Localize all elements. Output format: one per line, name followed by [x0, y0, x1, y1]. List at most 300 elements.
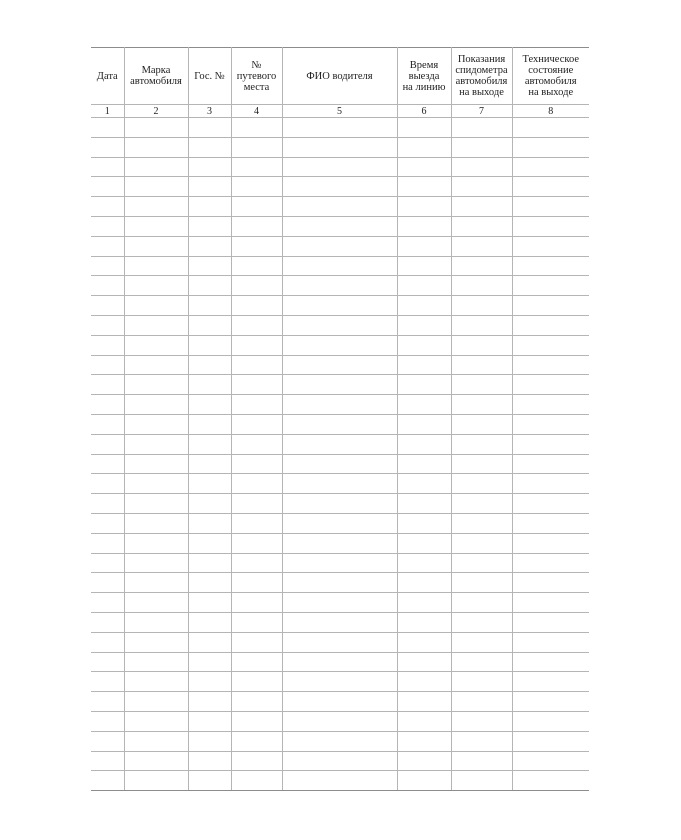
table-cell — [512, 236, 589, 256]
table-cell — [188, 593, 231, 613]
table-cell — [451, 513, 512, 533]
table-cell — [282, 454, 397, 474]
table-cell — [282, 771, 397, 791]
table-cell — [188, 632, 231, 652]
table-cell — [91, 236, 124, 256]
table-row — [91, 395, 589, 415]
table-cell — [124, 652, 188, 672]
header-odometer: Показания спидометра автомобиля на выходе — [451, 48, 512, 105]
table-cell — [91, 157, 124, 177]
table-cell — [188, 335, 231, 355]
table-cell — [188, 177, 231, 197]
table-cell — [124, 494, 188, 514]
table-cell — [512, 454, 589, 474]
table-cell — [451, 692, 512, 712]
table-cell — [512, 276, 589, 296]
table-cell — [282, 216, 397, 236]
table-cell — [188, 692, 231, 712]
table-cell — [91, 137, 124, 157]
table-cell — [451, 256, 512, 276]
table-cell — [124, 157, 188, 177]
table-cell — [512, 731, 589, 751]
table-cell — [188, 731, 231, 751]
table-cell — [282, 276, 397, 296]
table-cell — [231, 256, 282, 276]
table-cell — [397, 276, 451, 296]
table-cell — [451, 157, 512, 177]
column-number: 5 — [282, 105, 397, 118]
table-cell — [91, 395, 124, 415]
table-body — [91, 118, 589, 791]
table-cell — [91, 315, 124, 335]
table-cell — [451, 177, 512, 197]
table-cell — [512, 553, 589, 573]
table-cell — [512, 157, 589, 177]
table-cell — [451, 573, 512, 593]
table-cell — [124, 513, 188, 533]
table-row — [91, 771, 589, 791]
table-cell — [124, 711, 188, 731]
table-row — [91, 118, 589, 138]
table-row — [91, 375, 589, 395]
table-cell — [282, 632, 397, 652]
table-cell — [512, 395, 589, 415]
table-cell — [512, 771, 589, 791]
table-cell — [231, 593, 282, 613]
table-cell — [282, 118, 397, 138]
table-cell — [124, 118, 188, 138]
table-cell — [124, 474, 188, 494]
table-cell — [397, 553, 451, 573]
table-row — [91, 177, 589, 197]
table-cell — [91, 494, 124, 514]
table-cell — [397, 296, 451, 316]
table-cell — [188, 711, 231, 731]
table-row — [91, 513, 589, 533]
table-cell — [91, 434, 124, 454]
table-cell — [188, 474, 231, 494]
table-cell — [188, 197, 231, 217]
table-cell — [397, 612, 451, 632]
table-cell — [397, 672, 451, 692]
table-cell — [124, 692, 188, 712]
table-cell — [512, 494, 589, 514]
table-cell — [91, 573, 124, 593]
table-cell — [124, 553, 188, 573]
table-cell — [282, 197, 397, 217]
column-number-row — [91, 105, 589, 118]
table-cell — [282, 692, 397, 712]
table-cell — [124, 434, 188, 454]
table-cell — [188, 157, 231, 177]
table-cell — [451, 731, 512, 751]
table-cell — [231, 513, 282, 533]
table-cell — [397, 395, 451, 415]
vehicle-departure-log-table — [91, 47, 589, 791]
table-cell — [451, 197, 512, 217]
table-cell — [397, 414, 451, 434]
table-cell — [451, 296, 512, 316]
table-cell — [188, 375, 231, 395]
table-cell — [231, 157, 282, 177]
table-cell — [397, 751, 451, 771]
table-cell — [397, 454, 451, 474]
table-cell — [282, 434, 397, 454]
table-cell — [188, 672, 231, 692]
table-cell — [91, 355, 124, 375]
table-cell — [91, 177, 124, 197]
header-departure-time: Время выезда на линию — [397, 48, 451, 105]
table-cell — [188, 216, 231, 236]
table-cell — [124, 731, 188, 751]
table-cell — [282, 256, 397, 276]
table-row — [91, 553, 589, 573]
table-cell — [91, 533, 124, 553]
table-row — [91, 692, 589, 712]
table-cell — [188, 494, 231, 514]
table-row — [91, 573, 589, 593]
table-cell — [231, 414, 282, 434]
table-cell — [282, 612, 397, 632]
table-header-row — [91, 48, 589, 105]
table-cell — [282, 513, 397, 533]
column-number: 2 — [124, 105, 188, 118]
table-cell — [451, 414, 512, 434]
table-cell — [512, 652, 589, 672]
table-cell — [282, 395, 397, 415]
table-cell — [124, 593, 188, 613]
table-cell — [512, 414, 589, 434]
table-row — [91, 157, 589, 177]
table-cell — [397, 474, 451, 494]
header-waybill-number: № путевого места — [231, 48, 282, 105]
table-cell — [91, 335, 124, 355]
table-cell — [512, 335, 589, 355]
table-cell — [188, 395, 231, 415]
table-row — [91, 256, 589, 276]
table-cell — [397, 157, 451, 177]
table-cell — [512, 533, 589, 553]
table-cell — [451, 454, 512, 474]
table-cell — [231, 236, 282, 256]
table-cell — [231, 434, 282, 454]
table-row — [91, 236, 589, 256]
table-row — [91, 711, 589, 731]
table-cell — [512, 711, 589, 731]
table-cell — [231, 494, 282, 514]
table-cell — [124, 533, 188, 553]
table-cell — [451, 375, 512, 395]
table-cell — [91, 771, 124, 791]
table-cell — [282, 573, 397, 593]
table-cell — [231, 533, 282, 553]
table-cell — [91, 414, 124, 434]
table-row — [91, 414, 589, 434]
table-cell — [282, 494, 397, 514]
table-cell — [188, 751, 231, 771]
table-cell — [397, 137, 451, 157]
table-cell — [282, 711, 397, 731]
table-cell — [91, 375, 124, 395]
table-cell — [397, 692, 451, 712]
header-driver-name: ФИО водителя — [282, 48, 397, 105]
table-cell — [124, 632, 188, 652]
table-cell — [124, 137, 188, 157]
table-cell — [451, 652, 512, 672]
table-cell — [188, 612, 231, 632]
table-cell — [512, 751, 589, 771]
table-cell — [282, 474, 397, 494]
table-cell — [231, 375, 282, 395]
table-cell — [91, 276, 124, 296]
table-cell — [91, 474, 124, 494]
table-cell — [231, 771, 282, 791]
table-cell — [397, 593, 451, 613]
table-row — [91, 335, 589, 355]
table-row — [91, 454, 589, 474]
table-cell — [91, 751, 124, 771]
table-cell — [91, 632, 124, 652]
table-cell — [397, 494, 451, 514]
table-cell — [282, 137, 397, 157]
table-cell — [231, 632, 282, 652]
table-cell — [282, 751, 397, 771]
table-cell — [91, 593, 124, 613]
table-cell — [124, 573, 188, 593]
column-number: 8 — [512, 105, 589, 118]
table-cell — [451, 533, 512, 553]
table-cell — [124, 177, 188, 197]
table-cell — [512, 375, 589, 395]
table-cell — [231, 395, 282, 415]
table-cell — [91, 692, 124, 712]
table-row — [91, 731, 589, 751]
column-number: 1 — [91, 105, 124, 118]
table-cell — [231, 137, 282, 157]
table-cell — [282, 652, 397, 672]
table-cell — [124, 612, 188, 632]
table-cell — [397, 375, 451, 395]
table-row — [91, 216, 589, 236]
table-cell — [397, 216, 451, 236]
table-cell — [397, 315, 451, 335]
table-cell — [397, 177, 451, 197]
table-cell — [91, 672, 124, 692]
table-cell — [512, 593, 589, 613]
table-cell — [91, 454, 124, 474]
table-cell — [397, 335, 451, 355]
table-row — [91, 533, 589, 553]
table-cell — [231, 355, 282, 375]
table-cell — [124, 276, 188, 296]
table-cell — [451, 494, 512, 514]
table-cell — [451, 276, 512, 296]
table-cell — [231, 118, 282, 138]
table-row — [91, 494, 589, 514]
table-cell — [188, 236, 231, 256]
table-cell — [124, 414, 188, 434]
table-row — [91, 315, 589, 335]
table-cell — [91, 216, 124, 236]
table-cell — [231, 692, 282, 712]
table-cell — [512, 434, 589, 454]
table-row — [91, 474, 589, 494]
table-cell — [451, 771, 512, 791]
table-cell — [451, 434, 512, 454]
table-cell — [91, 256, 124, 276]
table-cell — [451, 672, 512, 692]
table-cell — [451, 315, 512, 335]
table-cell — [231, 216, 282, 236]
table-cell — [231, 751, 282, 771]
table-cell — [124, 296, 188, 316]
table-cell — [188, 771, 231, 791]
table-cell — [397, 632, 451, 652]
table-cell — [282, 533, 397, 553]
table-cell — [231, 315, 282, 335]
table-cell — [231, 296, 282, 316]
table-cell — [124, 454, 188, 474]
column-number: 7 — [451, 105, 512, 118]
table-cell — [451, 553, 512, 573]
table-cell — [231, 454, 282, 474]
table-cell — [188, 315, 231, 335]
table-cell — [188, 553, 231, 573]
table-cell — [124, 395, 188, 415]
table-cell — [124, 216, 188, 236]
table-cell — [512, 177, 589, 197]
table-cell — [397, 573, 451, 593]
table-cell — [124, 256, 188, 276]
table-cell — [231, 474, 282, 494]
table-cell — [451, 137, 512, 157]
table-cell — [91, 731, 124, 751]
table-cell — [451, 236, 512, 256]
table-cell — [188, 296, 231, 316]
table-cell — [188, 513, 231, 533]
table-cell — [188, 256, 231, 276]
table-row — [91, 593, 589, 613]
table-cell — [91, 652, 124, 672]
table-cell — [397, 355, 451, 375]
table-cell — [91, 118, 124, 138]
table-row — [91, 672, 589, 692]
table-cell — [188, 533, 231, 553]
table-cell — [512, 355, 589, 375]
column-number: 6 — [397, 105, 451, 118]
table-cell — [512, 256, 589, 276]
table-cell — [282, 296, 397, 316]
table-cell — [397, 197, 451, 217]
table-cell — [124, 355, 188, 375]
table-cell — [231, 197, 282, 217]
table-cell — [512, 573, 589, 593]
table-row — [91, 751, 589, 771]
table-cell — [231, 731, 282, 751]
table-cell — [397, 256, 451, 276]
table-row — [91, 355, 589, 375]
table-cell — [91, 513, 124, 533]
table-cell — [124, 375, 188, 395]
table-cell — [451, 751, 512, 771]
table-cell — [451, 216, 512, 236]
column-number: 3 — [188, 105, 231, 118]
table-cell — [282, 335, 397, 355]
table-cell — [451, 711, 512, 731]
table-cell — [451, 395, 512, 415]
column-number: 4 — [231, 105, 282, 118]
table-cell — [451, 593, 512, 613]
table-row — [91, 296, 589, 316]
table-cell — [512, 315, 589, 335]
table-cell — [512, 632, 589, 652]
table-cell — [91, 296, 124, 316]
header-date: Дата — [91, 48, 124, 105]
table-cell — [231, 276, 282, 296]
table-cell — [282, 593, 397, 613]
table-cell — [91, 197, 124, 217]
table-cell — [124, 315, 188, 335]
table-cell — [397, 731, 451, 751]
table-cell — [282, 315, 397, 335]
table-cell — [397, 652, 451, 672]
table-cell — [124, 751, 188, 771]
table-cell — [282, 414, 397, 434]
table-cell — [512, 137, 589, 157]
table-cell — [512, 672, 589, 692]
table-cell — [188, 454, 231, 474]
table-row — [91, 632, 589, 652]
table-cell — [397, 771, 451, 791]
table-cell — [282, 355, 397, 375]
table-cell — [124, 672, 188, 692]
table-cell — [512, 474, 589, 494]
table-row — [91, 652, 589, 672]
table-cell — [231, 711, 282, 731]
table-cell — [188, 573, 231, 593]
table-cell — [231, 335, 282, 355]
table-cell — [231, 612, 282, 632]
table-cell — [512, 296, 589, 316]
table-cell — [282, 375, 397, 395]
table-cell — [231, 652, 282, 672]
table-cell — [188, 137, 231, 157]
table-cell — [282, 177, 397, 197]
table-cell — [282, 157, 397, 177]
table-cell — [124, 771, 188, 791]
table-cell — [397, 236, 451, 256]
table-cell — [231, 177, 282, 197]
header-technical-condition: Техническое состояние автомобиля на выходе — [512, 48, 589, 105]
table-row — [91, 197, 589, 217]
table-row — [91, 434, 589, 454]
header-plate-number: Гос. № — [188, 48, 231, 105]
table-row — [91, 276, 589, 296]
table-cell — [451, 474, 512, 494]
table-cell — [231, 553, 282, 573]
table-cell — [231, 573, 282, 593]
table-cell — [451, 355, 512, 375]
table-cell — [512, 118, 589, 138]
table-row — [91, 137, 589, 157]
table-cell — [188, 355, 231, 375]
table-cell — [282, 553, 397, 573]
table-cell — [188, 276, 231, 296]
table-cell — [512, 612, 589, 632]
table-cell — [91, 612, 124, 632]
table-cell — [282, 672, 397, 692]
table-cell — [188, 434, 231, 454]
